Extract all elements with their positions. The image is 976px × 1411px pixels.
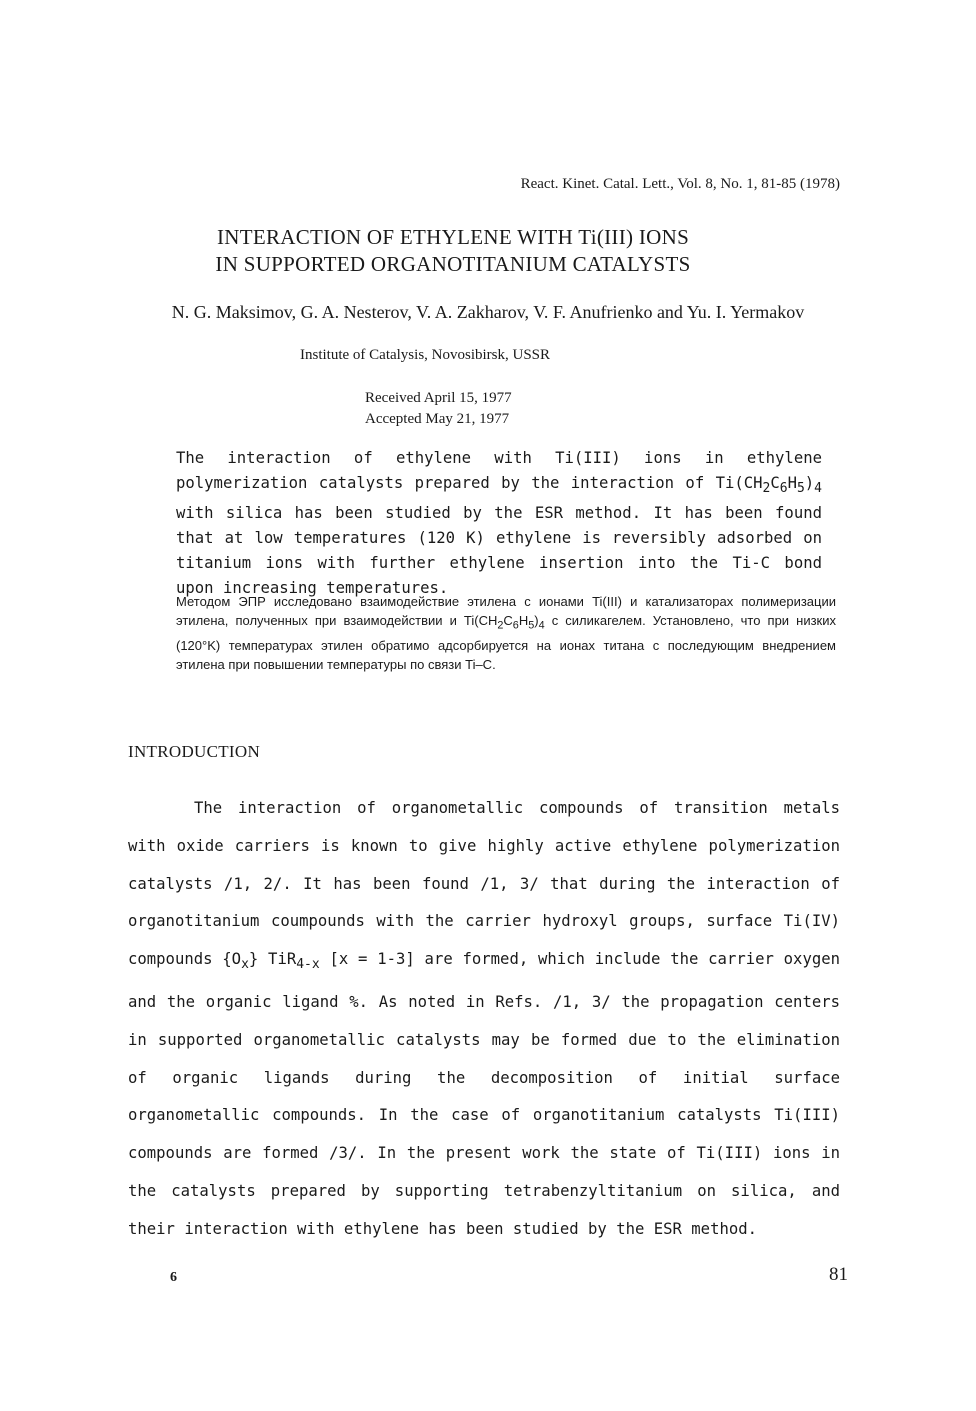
abstract-text: C <box>770 474 780 492</box>
subscript: 5 <box>528 619 535 632</box>
author-list: N. G. Maksimov, G. A. Nesterov, V. A. Zakharov, V. F. Anufrienko and Yu. I. Yermakov <box>171 302 805 322</box>
abstract-ru-text: Методом ЭПР исследовано взаимодействие этилена с ионами Ti(III) и катализаторах полимеризации этилена, полученных при взаимодействии и Ti(CH <box>176 594 836 628</box>
accepted-date: Accepted May 21, 1977 <box>365 411 510 427</box>
abstract-ru-text: C <box>503 613 513 628</box>
article-title <box>0 224 906 278</box>
subscript: 4 <box>814 481 822 497</box>
abstract-text: The interaction of ethylene with Ti(III) ions in ethylene polymerization catalysts prepared by the interaction of Ti(CH <box>176 449 822 492</box>
subscript: 4-x <box>296 957 320 973</box>
received-date: Received April 15, 1977 <box>365 390 512 406</box>
subscript: 5 <box>796 481 805 497</box>
title-line-1: INTERACTION OF ETHYLENE WITH Ti(III) IONS <box>216 225 690 249</box>
abstract-ru-text: с силикагелем. Установлено, что при низких (120°K) температурах этилен обратимо адсорбируется на ионах титана с последующим внедрением этилена при повышении температуры по связи Ti–C. <box>176 613 836 672</box>
abstract-russian <box>176 592 836 674</box>
signature-mark: 6 <box>170 1270 177 1285</box>
section-heading: INTRODUCTION <box>128 742 261 761</box>
page-number: 81 <box>829 1264 848 1285</box>
abstract-text: with silica has been studied by the ESR method. It has been found that at low temperatures (120 K) ethylene is reversibly adsorbed on titanium ions with further ethylene insertion into the Ti-C bond upon increasing temperatures. <box>176 504 822 598</box>
formula-text: } <box>248 950 259 969</box>
subscript: 2 <box>497 619 504 632</box>
journal-citation: React. Kinet. Catal. Lett., Vol. 8, No. 1, 81-85 (1978) <box>520 176 840 192</box>
abstract-ru-text: ) <box>534 613 539 628</box>
subscript: 4 <box>538 619 545 632</box>
subscript: 6 <box>512 619 519 632</box>
body-text: [x = 1-3] are formed, which include the carrier oxygen and the organic ligand %. As noted in Refs. /1, 3/ the propagation centers in supported organometallic catalysts may be formed due to the elimination of organic ligands during the decomposition of initial surface organometallic compounds. In the case of organotitanium catalysts Ti(III) compounds are formed /3/. In the present work the state of Ti(III) ions in the catalysts prepared by supporting tetrabenzyltitanium on silica, and their interaction with ethylene has been studied by the ESR method. <box>128 950 840 1238</box>
subscript: 2 <box>762 481 771 497</box>
formula-text: {O <box>222 950 242 969</box>
abstract-text: ) <box>804 474 815 492</box>
abstract-english <box>176 446 822 601</box>
introduction-paragraph <box>128 790 840 1249</box>
formula-text: TiR <box>258 950 297 969</box>
subscript: x <box>241 957 249 973</box>
abstract-text: H <box>787 474 797 492</box>
body-text: The interaction of organometallic compounds of transition metals with oxide carriers is known to give highly active ethylene polymerization catalysts /1, 2/. It has been found /1, 3/ that during the interaction of organotitanium coumpounds with the carrier hydroxyl groups, surface Ti(IV) compounds <box>128 799 840 969</box>
title-line-2: IN SUPPORTED ORGANOTITANIUM CATALYSTS <box>215 252 691 276</box>
subscript: 6 <box>779 481 788 497</box>
affiliation: Institute of Catalysis, Novosibirsk, USSR <box>300 347 551 363</box>
abstract-ru-text: H <box>518 613 529 628</box>
manuscript-dates <box>365 388 512 430</box>
